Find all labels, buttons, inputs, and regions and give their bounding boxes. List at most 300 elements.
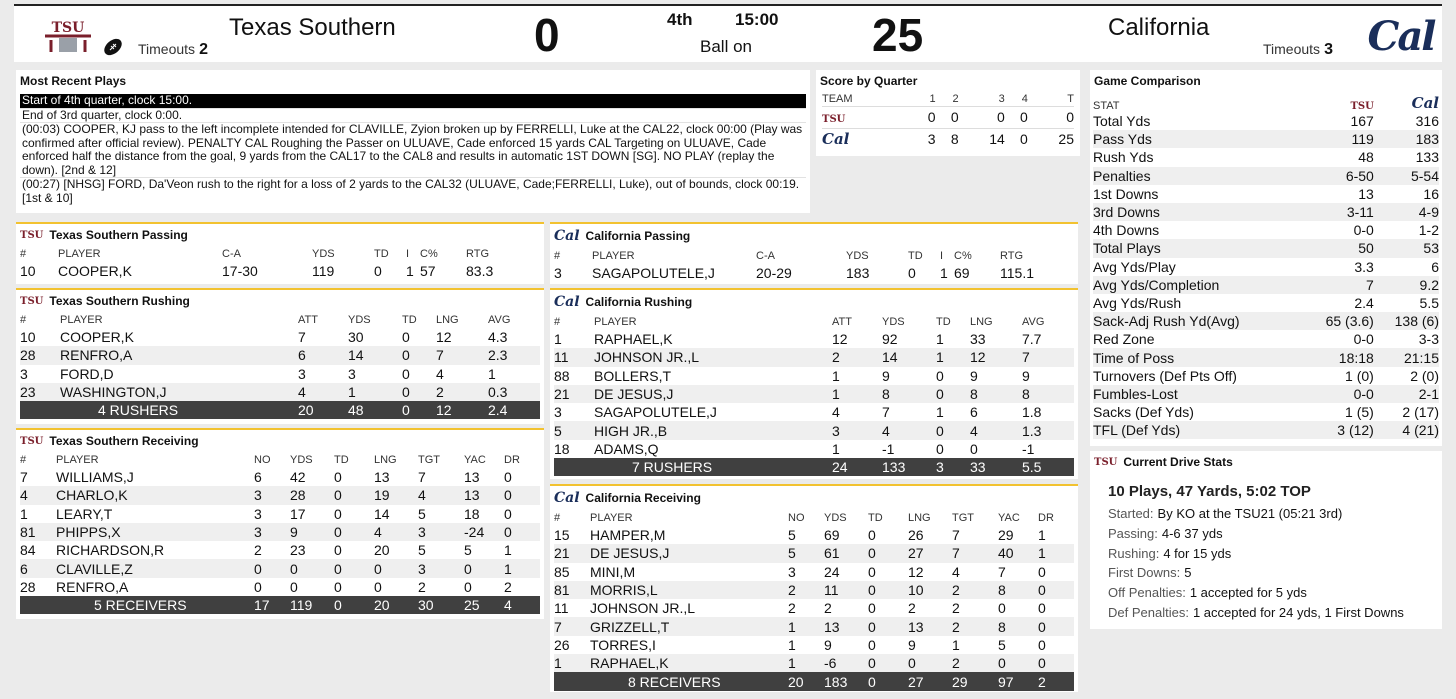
table-cell: 1 xyxy=(952,636,960,653)
comparison-row xyxy=(1093,403,1439,421)
table-cell: 7 xyxy=(952,527,960,544)
table-cell: 133 xyxy=(882,458,936,476)
player-name-link[interactable]: DE JESUS,J xyxy=(594,385,832,403)
table-cell: 0 xyxy=(334,578,342,595)
table-cell: 11 xyxy=(554,348,594,366)
table-cell: 2 xyxy=(952,654,998,672)
col-header[interactable]: # xyxy=(20,314,27,326)
table-cell: 0 xyxy=(1038,636,1046,653)
score-by-quarter-panel xyxy=(816,70,1080,156)
col-header[interactable]: TD xyxy=(334,454,349,466)
col-header[interactable]: NO xyxy=(788,512,805,524)
drive-stat-label: Started: xyxy=(1108,506,1154,521)
cal-rushing-title-text: California Rushing xyxy=(585,295,693,309)
col-header[interactable]: NO xyxy=(254,454,271,466)
table-cell: 0 xyxy=(868,544,908,562)
table-cell: 0 xyxy=(402,383,436,401)
table-total-row xyxy=(20,596,540,614)
table-cell: 6 xyxy=(254,469,262,486)
player-name-link[interactable]: ADAMS,Q xyxy=(594,440,659,457)
cal-passing-table xyxy=(554,248,1074,282)
play-item[interactable]: Start of 4th quarter, clock 15:00. xyxy=(20,94,806,109)
table-cell: 0 xyxy=(464,578,472,595)
col-header: 3 xyxy=(998,92,1005,105)
tsu-receiving-panel xyxy=(16,428,544,619)
table-cell: 9 xyxy=(908,636,916,653)
home-timeouts xyxy=(138,41,208,59)
table-row xyxy=(20,468,540,486)
table-cell: 8 RECEIVERS xyxy=(590,672,788,690)
table-row xyxy=(20,505,540,523)
col-header[interactable]: LNG xyxy=(970,316,993,328)
col-header[interactable]: # xyxy=(20,454,27,466)
tsu-col-logo xyxy=(1303,92,1374,112)
table-cell: 23 xyxy=(290,542,306,559)
recent-plays-title xyxy=(16,70,810,88)
stat-label: Avg Yds/Rush xyxy=(1093,294,1182,311)
col-header[interactable]: YAC xyxy=(464,454,486,466)
col-header[interactable]: YAC xyxy=(998,512,1020,524)
table-row xyxy=(554,617,1074,635)
table-cell: 15 xyxy=(554,527,570,544)
table-cell: 7 xyxy=(436,346,488,364)
home-timeouts-value: 2 xyxy=(199,41,208,58)
table-cell: 13 xyxy=(374,469,390,486)
table-cell: 7 xyxy=(1022,348,1074,366)
player-name-link[interactable]: CLAVILLE,Z xyxy=(56,559,254,577)
table-cell: 20 xyxy=(374,596,418,614)
col-header[interactable]: YDS xyxy=(312,248,335,260)
table-cell: 2 xyxy=(952,581,998,599)
table-cell: 0 xyxy=(334,523,374,541)
stat-value: 2 (0) xyxy=(1410,367,1439,384)
stat-value: 1 (5) xyxy=(1345,404,1374,421)
game-clock: 15:00 xyxy=(735,10,779,29)
table-cell: 8 xyxy=(970,385,1022,403)
table-cell: 24 xyxy=(824,563,840,580)
stat-value: 1-2 xyxy=(1418,222,1439,239)
col-header[interactable]: # xyxy=(554,316,561,328)
table-cell: 83.3 xyxy=(466,263,494,280)
cal-logo-text: Cal xyxy=(1411,94,1439,112)
table-cell: 0 xyxy=(334,486,374,504)
table-cell: 85 xyxy=(554,563,570,580)
table-cell: 5 xyxy=(464,542,472,559)
drive-stat-row xyxy=(1108,585,1442,605)
stat-value: 0-0 xyxy=(1353,222,1374,239)
table-cell: 3 xyxy=(554,265,562,282)
table-cell: 0 xyxy=(402,401,436,419)
table-cell: 11 xyxy=(554,600,569,617)
comparison-row xyxy=(1093,348,1439,366)
table-row xyxy=(20,541,540,559)
col-header[interactable]: I xyxy=(940,250,944,262)
table-cell: 3 xyxy=(418,523,464,541)
drive-stat-label: Passing: xyxy=(1108,525,1158,541)
home-score: 0 xyxy=(534,9,560,61)
table-row xyxy=(554,421,1074,439)
player-name-link[interactable]: BOLLERS,T xyxy=(594,367,672,384)
col-header[interactable]: C% xyxy=(420,248,438,260)
player-name-link[interactable]: PHIPPS,X xyxy=(56,523,254,541)
table-cell: 0 xyxy=(868,581,908,599)
cal-receiving-table xyxy=(554,510,1074,691)
col-header[interactable]: # xyxy=(554,250,561,262)
table-cell: 5 xyxy=(788,527,796,544)
table-cell xyxy=(554,672,590,690)
cal-col-logo xyxy=(1374,92,1439,112)
player-name-link[interactable]: RICHARDSON,R xyxy=(56,542,165,559)
table-cell: -6 xyxy=(824,654,868,672)
cal-rushing-table xyxy=(554,314,1074,476)
player-name-link[interactable]: FORD,D xyxy=(60,365,114,382)
col-header[interactable]: I xyxy=(406,248,410,260)
table-cell: 14 xyxy=(959,128,1005,150)
table-cell: 28 xyxy=(20,346,60,364)
player-name-link[interactable]: WASHINGTON,J xyxy=(60,383,298,401)
player-name-link[interactable]: SAGAPOLUTELE,J xyxy=(594,404,717,421)
cal-rushing-title xyxy=(550,290,1078,310)
table-cell: 13 xyxy=(908,617,952,635)
table-cell: 14 xyxy=(374,505,390,522)
cal-logo-text: Cal xyxy=(1367,12,1435,60)
tsu-logo-text: TSU xyxy=(20,229,44,241)
table-cell: 4 xyxy=(504,596,540,614)
table-cell: 42 xyxy=(290,469,306,486)
col-header[interactable]: PLAYER xyxy=(58,248,101,260)
drive-stat-value: 4 for 15 yds xyxy=(1163,545,1232,561)
table-cell: 0 xyxy=(1038,617,1074,635)
stat-label: Rush Yds xyxy=(1093,149,1154,166)
col-header[interactable]: AVG xyxy=(488,314,511,326)
table-row xyxy=(20,262,540,280)
tsu-logo-text: TSU xyxy=(20,295,44,307)
table-cell: 0 xyxy=(504,469,512,486)
player-name-link[interactable]: JOHNSON JR.,L xyxy=(594,348,832,366)
player-name-link[interactable]: TORRES,I xyxy=(590,636,656,653)
table-total-row xyxy=(554,458,1074,476)
table-cell: 8 xyxy=(936,128,959,150)
table-cell: 5 RECEIVERS xyxy=(56,596,254,614)
player-name-link[interactable]: HIGH JR.,B xyxy=(594,421,832,439)
col-header[interactable]: TD xyxy=(374,248,389,260)
col-header[interactable]: YDS xyxy=(290,454,313,466)
player-name-link[interactable]: RAPHAEL,K xyxy=(590,654,788,672)
table-cell: 81 xyxy=(20,523,56,541)
col-header[interactable]: AVG xyxy=(1022,316,1045,328)
comparison-row xyxy=(1093,239,1439,257)
table-row xyxy=(20,523,540,541)
table-cell: 2 xyxy=(254,542,262,559)
player-name-link[interactable]: MINI,M xyxy=(590,563,636,580)
col-header[interactable]: PLAYER xyxy=(590,512,633,524)
play-item[interactable]: (00:03) COOPER, KJ pass to the left incomplete intended for CLAVILLE, Zyion broken up by FERRELLI, Luke at the CAL22, clock 00:00 (Play was confirmed after official review). PENALTY CAL Roughing the Passer on ULUAVE, Cade enforced 15 yards CAL Targeting on ULUAVE, Cade enforced half the distance from the goal, 9 yards from the CAL17 to the CAL8 and results in automatic 1ST DOWN [SG]. NO PLAY (replay the down). [2nd & 12] xyxy=(20,123,806,178)
table-cell: 0 xyxy=(868,617,908,635)
table-row xyxy=(554,544,1074,562)
table-cell: 24 xyxy=(832,458,882,476)
table-cell: 21 xyxy=(554,544,590,562)
col-header[interactable]: TGT xyxy=(952,512,974,524)
home-team-name: Texas Southern xyxy=(229,14,396,41)
player-name-link[interactable]: JOHNSON JR.,L xyxy=(590,600,696,617)
player-name-link[interactable]: DE JESUS,J xyxy=(590,544,788,562)
away-score: 25 xyxy=(872,9,924,61)
table-cell: 1.3 xyxy=(1022,421,1074,439)
col-header[interactable]: DR xyxy=(1038,512,1054,524)
table-header-row xyxy=(554,248,1074,264)
table-header-row xyxy=(20,246,540,262)
tsu-receiving-title-text: Texas Southern Receiving xyxy=(49,434,199,448)
table-cell: 97 xyxy=(998,672,1038,690)
player-name-link[interactable]: HAMPER,M xyxy=(590,527,666,544)
table-cell: 0 xyxy=(334,469,342,486)
stat-value: 3-3 xyxy=(1418,331,1439,348)
table-row xyxy=(822,128,1074,150)
player-name-link[interactable]: COOPER,K xyxy=(58,263,132,280)
col-header[interactable]: RTG xyxy=(466,248,490,260)
table-cell: -1 xyxy=(882,440,895,457)
table-row xyxy=(554,403,1074,421)
table-cell: 6 xyxy=(298,346,348,364)
tsu-rushing-title xyxy=(16,290,544,308)
stat-value: 1 (0) xyxy=(1345,367,1374,384)
table-cell: 0 xyxy=(504,523,540,541)
table-cell: 0 xyxy=(1005,128,1028,150)
stat-label: Fumbles-Lost xyxy=(1093,385,1303,403)
table-row xyxy=(20,578,540,596)
ball-on: Ball on xyxy=(700,37,752,56)
table-cell: 14 xyxy=(348,346,402,364)
col-header[interactable]: DR xyxy=(504,454,520,466)
tsu-logo-text: TSU xyxy=(1094,456,1118,468)
comparison-row xyxy=(1093,185,1439,203)
col-header[interactable]: # xyxy=(554,512,561,524)
col-header: 1 xyxy=(929,92,936,105)
play-item[interactable]: End of 3rd quarter, clock 0:00. xyxy=(20,109,806,124)
table-row xyxy=(822,106,1074,128)
col-header[interactable]: C-A xyxy=(756,250,775,262)
table-cell: 0 xyxy=(504,505,512,522)
table-cell: 4 xyxy=(832,404,840,421)
player-name-link[interactable]: CHARLO,K xyxy=(56,486,254,504)
table-cell: 6 xyxy=(20,559,56,577)
table-cell: 10 xyxy=(20,329,36,346)
table-cell: 10 xyxy=(20,263,36,280)
player-name-link[interactable]: SAGAPOLUTELE,J xyxy=(592,265,715,282)
game-comparison-title-text: Game Comparison xyxy=(1094,74,1201,88)
quarter: 4th xyxy=(667,10,693,29)
plays-list xyxy=(16,94,810,205)
play-item[interactable]: (00:27) [NHSG] FORD, Da'Veon rush to the right for a loss of 2 yards to the CAL32 (ULUAVE, Cade;FERRELLI, Luke), out of bounds, clock 00:19. [1st & 10] xyxy=(22,177,800,205)
table-cell: 2 xyxy=(952,600,960,617)
away-timeouts xyxy=(1263,41,1333,59)
table-cell: 1 xyxy=(936,404,944,421)
col-header[interactable]: TGT xyxy=(418,454,440,466)
table-cell: 69 xyxy=(954,265,970,282)
stat-label: Time of Poss xyxy=(1093,348,1303,366)
table-cell: 7 xyxy=(952,544,998,562)
col-header[interactable]: PLAYER xyxy=(60,314,103,326)
col-header[interactable]: RTG xyxy=(1000,250,1024,262)
table-cell: 9 xyxy=(882,367,890,384)
table-row xyxy=(554,654,1074,672)
stat-value: 7 xyxy=(1303,276,1374,294)
table-cell: 29 xyxy=(998,527,1014,544)
table-cell: 2 xyxy=(908,600,916,617)
col-header[interactable]: TD xyxy=(936,316,951,328)
col-header[interactable]: LNG xyxy=(436,314,459,326)
table-cell: 7 xyxy=(882,404,890,421)
comparison-row xyxy=(1093,203,1439,221)
game-comparison-title xyxy=(1090,70,1442,88)
table-cell: 25 xyxy=(464,596,504,614)
table-cell: 119 xyxy=(312,263,335,280)
table-cell: 119 xyxy=(290,596,334,614)
table-row xyxy=(554,264,1074,282)
svg-text:TSU: TSU xyxy=(51,20,85,36)
table-cell: 0 xyxy=(254,578,262,595)
table-cell: 0 xyxy=(334,559,374,577)
col-header[interactable]: YDS xyxy=(882,316,905,328)
player-name-link[interactable]: COOPER,K xyxy=(60,329,134,346)
player-name-link[interactable]: RENFRO,A xyxy=(60,346,298,364)
tsu-passing-table xyxy=(20,246,540,280)
table-cell: 5 xyxy=(418,505,426,522)
stat-label: Avg Yds/Play xyxy=(1093,258,1176,275)
table-cell: 0 xyxy=(998,600,1006,617)
col-header[interactable]: YDS xyxy=(824,512,847,524)
table-cell: 40 xyxy=(998,544,1038,562)
table-row xyxy=(20,559,540,577)
table-cell: 0 xyxy=(1005,106,1028,128)
table-cell: 13 xyxy=(464,469,480,486)
col-header[interactable]: LNG xyxy=(908,512,931,524)
table-cell: 1 xyxy=(20,505,28,522)
col-header[interactable]: PLAYER xyxy=(56,454,99,466)
table-header-row xyxy=(1093,92,1439,112)
col-header[interactable]: C% xyxy=(954,250,972,262)
table-cell: 0 xyxy=(936,367,944,384)
col-header[interactable]: TD xyxy=(908,250,923,262)
table-cell: 4 xyxy=(418,486,464,504)
table-cell: 0 xyxy=(1038,563,1046,580)
stat-value: 13 xyxy=(1358,185,1374,202)
table-cell: 1 xyxy=(1038,527,1046,544)
stat-value: 2 (17) xyxy=(1402,404,1439,421)
table-cell: 12 xyxy=(970,348,1022,366)
stat-value: 9.2 xyxy=(1374,276,1439,294)
table-cell: 2 xyxy=(952,617,998,635)
table-cell: 5 xyxy=(788,544,824,562)
table-cell: 27 xyxy=(908,544,952,562)
table-cell: 1 xyxy=(936,348,970,366)
table-cell: 0 xyxy=(868,600,876,617)
table-cell: 0 xyxy=(374,263,382,280)
table-cell: 19 xyxy=(374,486,418,504)
score-by-quarter-table xyxy=(822,92,1074,150)
table-cell: -1 xyxy=(1022,440,1035,457)
player-name-link[interactable]: MORRIS,L xyxy=(590,581,788,599)
table-cell: 5 xyxy=(418,542,426,559)
table-cell: 4 xyxy=(20,486,56,504)
col-header[interactable]: TD xyxy=(402,314,417,326)
table-cell: 8 xyxy=(998,581,1038,599)
table-cell: 1 xyxy=(554,654,590,672)
table-cell: 0 xyxy=(402,365,410,382)
cal-receiving-title xyxy=(550,486,1078,506)
table-cell: 12 xyxy=(832,331,848,348)
table-header-row xyxy=(822,92,1074,106)
col-header[interactable]: PLAYER xyxy=(594,316,637,328)
col-header[interactable]: YDS xyxy=(348,314,371,326)
table-cell: 0 xyxy=(936,385,970,403)
col-header[interactable]: # xyxy=(20,248,27,260)
table-total-row xyxy=(554,672,1074,690)
table-cell: 0 xyxy=(868,636,876,653)
table-cell: 30 xyxy=(418,596,464,614)
col-header[interactable]: YDS xyxy=(846,250,869,262)
table-cell: 20-29 xyxy=(756,265,792,282)
player-name-link[interactable]: GRIZZELL,T xyxy=(590,617,788,635)
table-cell: 3 xyxy=(418,559,464,577)
table-cell: 3 xyxy=(912,128,935,150)
table-cell: 0 xyxy=(1038,600,1046,617)
table-cell: 1 xyxy=(554,331,562,348)
stat-value: 133 xyxy=(1415,149,1439,166)
drive-stat-value: 1 accepted for 5 yds xyxy=(1189,585,1307,601)
player-name-link[interactable]: RAPHAEL,K xyxy=(594,331,673,348)
table-cell: 5.5 xyxy=(1022,458,1074,476)
tsu-receiving-title xyxy=(16,430,544,448)
drive-stat-value: 4-6 37 yds xyxy=(1161,525,1223,541)
col-header[interactable]: TD xyxy=(868,512,883,524)
comparison-row xyxy=(1093,148,1439,166)
player-name-link[interactable]: RENFRO,A xyxy=(56,578,129,595)
col-header[interactable]: ATT xyxy=(298,314,318,326)
table-cell: 20 xyxy=(298,401,348,419)
player-name-link[interactable]: WILLIAMS,J xyxy=(56,469,134,486)
table-cell: 1 xyxy=(788,654,824,672)
game-comparison-table xyxy=(1093,92,1439,439)
col-header[interactable]: ATT xyxy=(832,316,852,328)
col-header: T xyxy=(1067,92,1074,105)
stat-label: Sack-Adj Rush Yd(Avg) xyxy=(1093,312,1303,330)
drive-stats-panel xyxy=(1090,451,1442,629)
table-cell: 1 xyxy=(940,265,948,282)
cal-rushing-panel xyxy=(550,288,1078,479)
table-cell: 4 xyxy=(882,421,936,439)
stat-value: 53 xyxy=(1374,239,1439,257)
tsu-rushing-title-text: Texas Southern Rushing xyxy=(49,294,190,308)
table-cell: 28 xyxy=(290,486,334,504)
stat-label: Red Zone xyxy=(1093,331,1155,348)
table-cell: 2 xyxy=(788,581,824,599)
col-header[interactable]: C-A xyxy=(222,248,241,260)
comparison-row xyxy=(1093,330,1439,348)
stat-label: 1st Downs xyxy=(1093,185,1159,202)
drive-stat-value: 1 accepted for 24 yds, 1 First Downs xyxy=(1192,604,1404,620)
table-cell: 92 xyxy=(882,331,898,348)
table-cell: 1 xyxy=(832,367,840,384)
table-cell: 26 xyxy=(908,527,924,544)
stat-label: Avg Yds/Completion xyxy=(1093,276,1303,294)
player-name-link[interactable]: LEARY,T xyxy=(56,505,113,522)
table-cell: 0 xyxy=(936,421,970,439)
col-header[interactable]: LNG xyxy=(374,454,397,466)
col-header[interactable]: PLAYER xyxy=(592,250,635,262)
table-cell: 21 xyxy=(554,385,594,403)
stat-label: Total Yds xyxy=(1093,113,1151,130)
